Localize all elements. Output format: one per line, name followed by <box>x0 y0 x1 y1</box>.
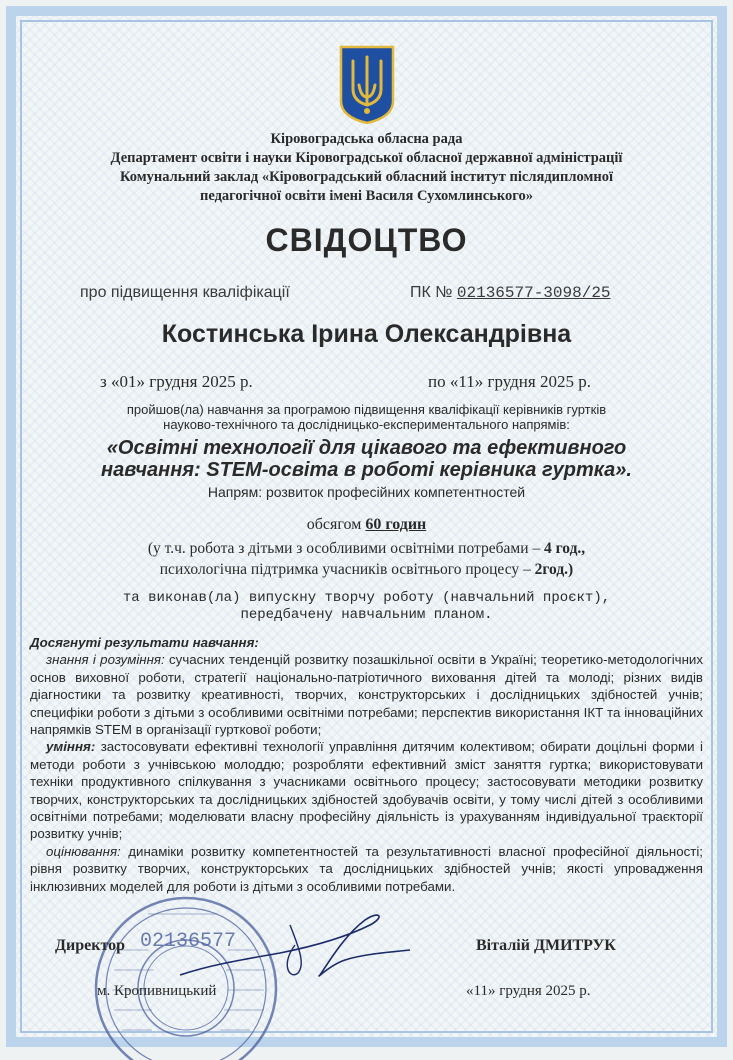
skills-text: застосовувати ефективні технології управління дитячим колективом; обирати доцільні форми і методи роботи з учнівською молоддю; розробляти ефективний зміст заняття гуртка; використовувати техніки продуктивного спілкування з учасниками освітнього процесу; застосовувати методики розвитку творчих, конструкторських та дослідницьких здібностей здобувачів освіти, у тому числі дітей з особливими освітніми потребами; моделювати власну професійну діяльність із урахуванням індивідуальної траєкторії розвитку учнів; <box>30 739 703 842</box>
header-line-3: Комунальний заклад «Кіровоградський обласний інститут післядипломної <box>120 169 613 185</box>
pk-prefix: ПК № <box>410 284 453 301</box>
details-line-1 <box>0 538 733 559</box>
details-line-1-hours: 4 год., <box>544 540 586 557</box>
volume-value: 60 годин <box>365 516 427 533</box>
header-line-2: Департамент освіти і науки Кіровоградської обласної державної адміністрації <box>110 150 623 166</box>
director-signature-icon <box>170 905 420 985</box>
date-to: по «11» грудня 2025 р. <box>428 372 591 391</box>
stamp-code: 02136577 <box>140 930 237 953</box>
results-skills <box>30 738 703 842</box>
certificate-subtitle: про підвищення кваліфікації <box>80 284 290 301</box>
volume-label: обсягом <box>306 516 362 533</box>
skills-label: уміння: <box>46 739 96 755</box>
date-from: з «01» грудня 2025 р. <box>100 372 253 391</box>
details <box>0 538 733 580</box>
results-heading: Досягнуті результати навчання: <box>30 635 259 650</box>
program-line-2: навчання: STEM-освіта в роботі керівника гуртка». <box>101 459 632 481</box>
header-line-1: Кіровоградська обласна рада <box>270 131 463 147</box>
director-name: Віталій ДМИТРУК <box>476 937 616 954</box>
intro-line-1: пройшов(ла) навчання за програмою підвищення кваліфікації керівників гуртків <box>126 402 607 417</box>
results-assessment <box>30 843 703 895</box>
recipient-name: Костинська Ірина Олександрівна <box>161 320 572 348</box>
details-line-2-text: психологічна підтримка учасників освітнього процесу – <box>159 561 535 578</box>
details-line-1-text: (у т.ч. робота з дітьми з особливими освітніми потребами – <box>147 540 544 557</box>
completed-line-2: передбачену навчальним планом. <box>240 607 493 623</box>
program-title <box>0 437 733 481</box>
intro-line-2: науково-технічного та дослідницько-експериментального напрямів: <box>163 417 570 432</box>
completed-line-1: та виконав(ла) випускну творчу роботу (навчальний проєкт), <box>122 590 611 606</box>
knowledge-label: знання і розуміння: <box>46 652 165 668</box>
issue-date: «11» грудня 2025 р. <box>466 983 591 999</box>
trident-emblem-icon <box>339 45 395 125</box>
details-line-2-hours: 2год.) <box>534 561 574 578</box>
pk-number-value: 02136577-3098/25 <box>456 284 611 302</box>
direction: Напрям: розвиток професійних компетентностей <box>207 484 526 500</box>
learning-results <box>30 634 703 895</box>
details-line-2 <box>0 559 733 580</box>
header-line-4: педагогічної освіти імені Василя Сухомлинського» <box>199 188 533 204</box>
director-label: Директор <box>55 937 125 954</box>
volume <box>0 516 733 534</box>
assessment-text: динаміки розвитку компетентностей та результативності власної професійної діяльності; рівня розвитку творчих, конструкторських та дослідницьких здібностей учнів; якості упровадження інклюзивних моделей для роботи із дітьми з особливими потребами. <box>30 843 703 894</box>
pk-number <box>410 284 611 302</box>
city: м. Кропивницький <box>97 983 217 999</box>
results-knowledge <box>30 651 703 738</box>
assessment-label: оцінювання: <box>46 843 121 859</box>
certificate-title: СВІДОЦТВО <box>265 222 468 258</box>
knowledge-text: сучасних тенденцій розвитку позашкільної освіти в Україні; теоретико-методологічних основ виховної роботи, стратегії національно-патріотичного виховання дітей та молоді; різних видів діагностики та розвитку креативності, творчих, конструкторських і дослідницьких здібностей учнів; специфіки роботи з дітьми з особливими освітніми потребами; перспектив використання ІКТ та інноваційних напрямків STEM в організації гурткової роботи; <box>30 652 703 738</box>
program-line-1: «Освітні технології для цікавого та ефективного <box>106 437 627 459</box>
